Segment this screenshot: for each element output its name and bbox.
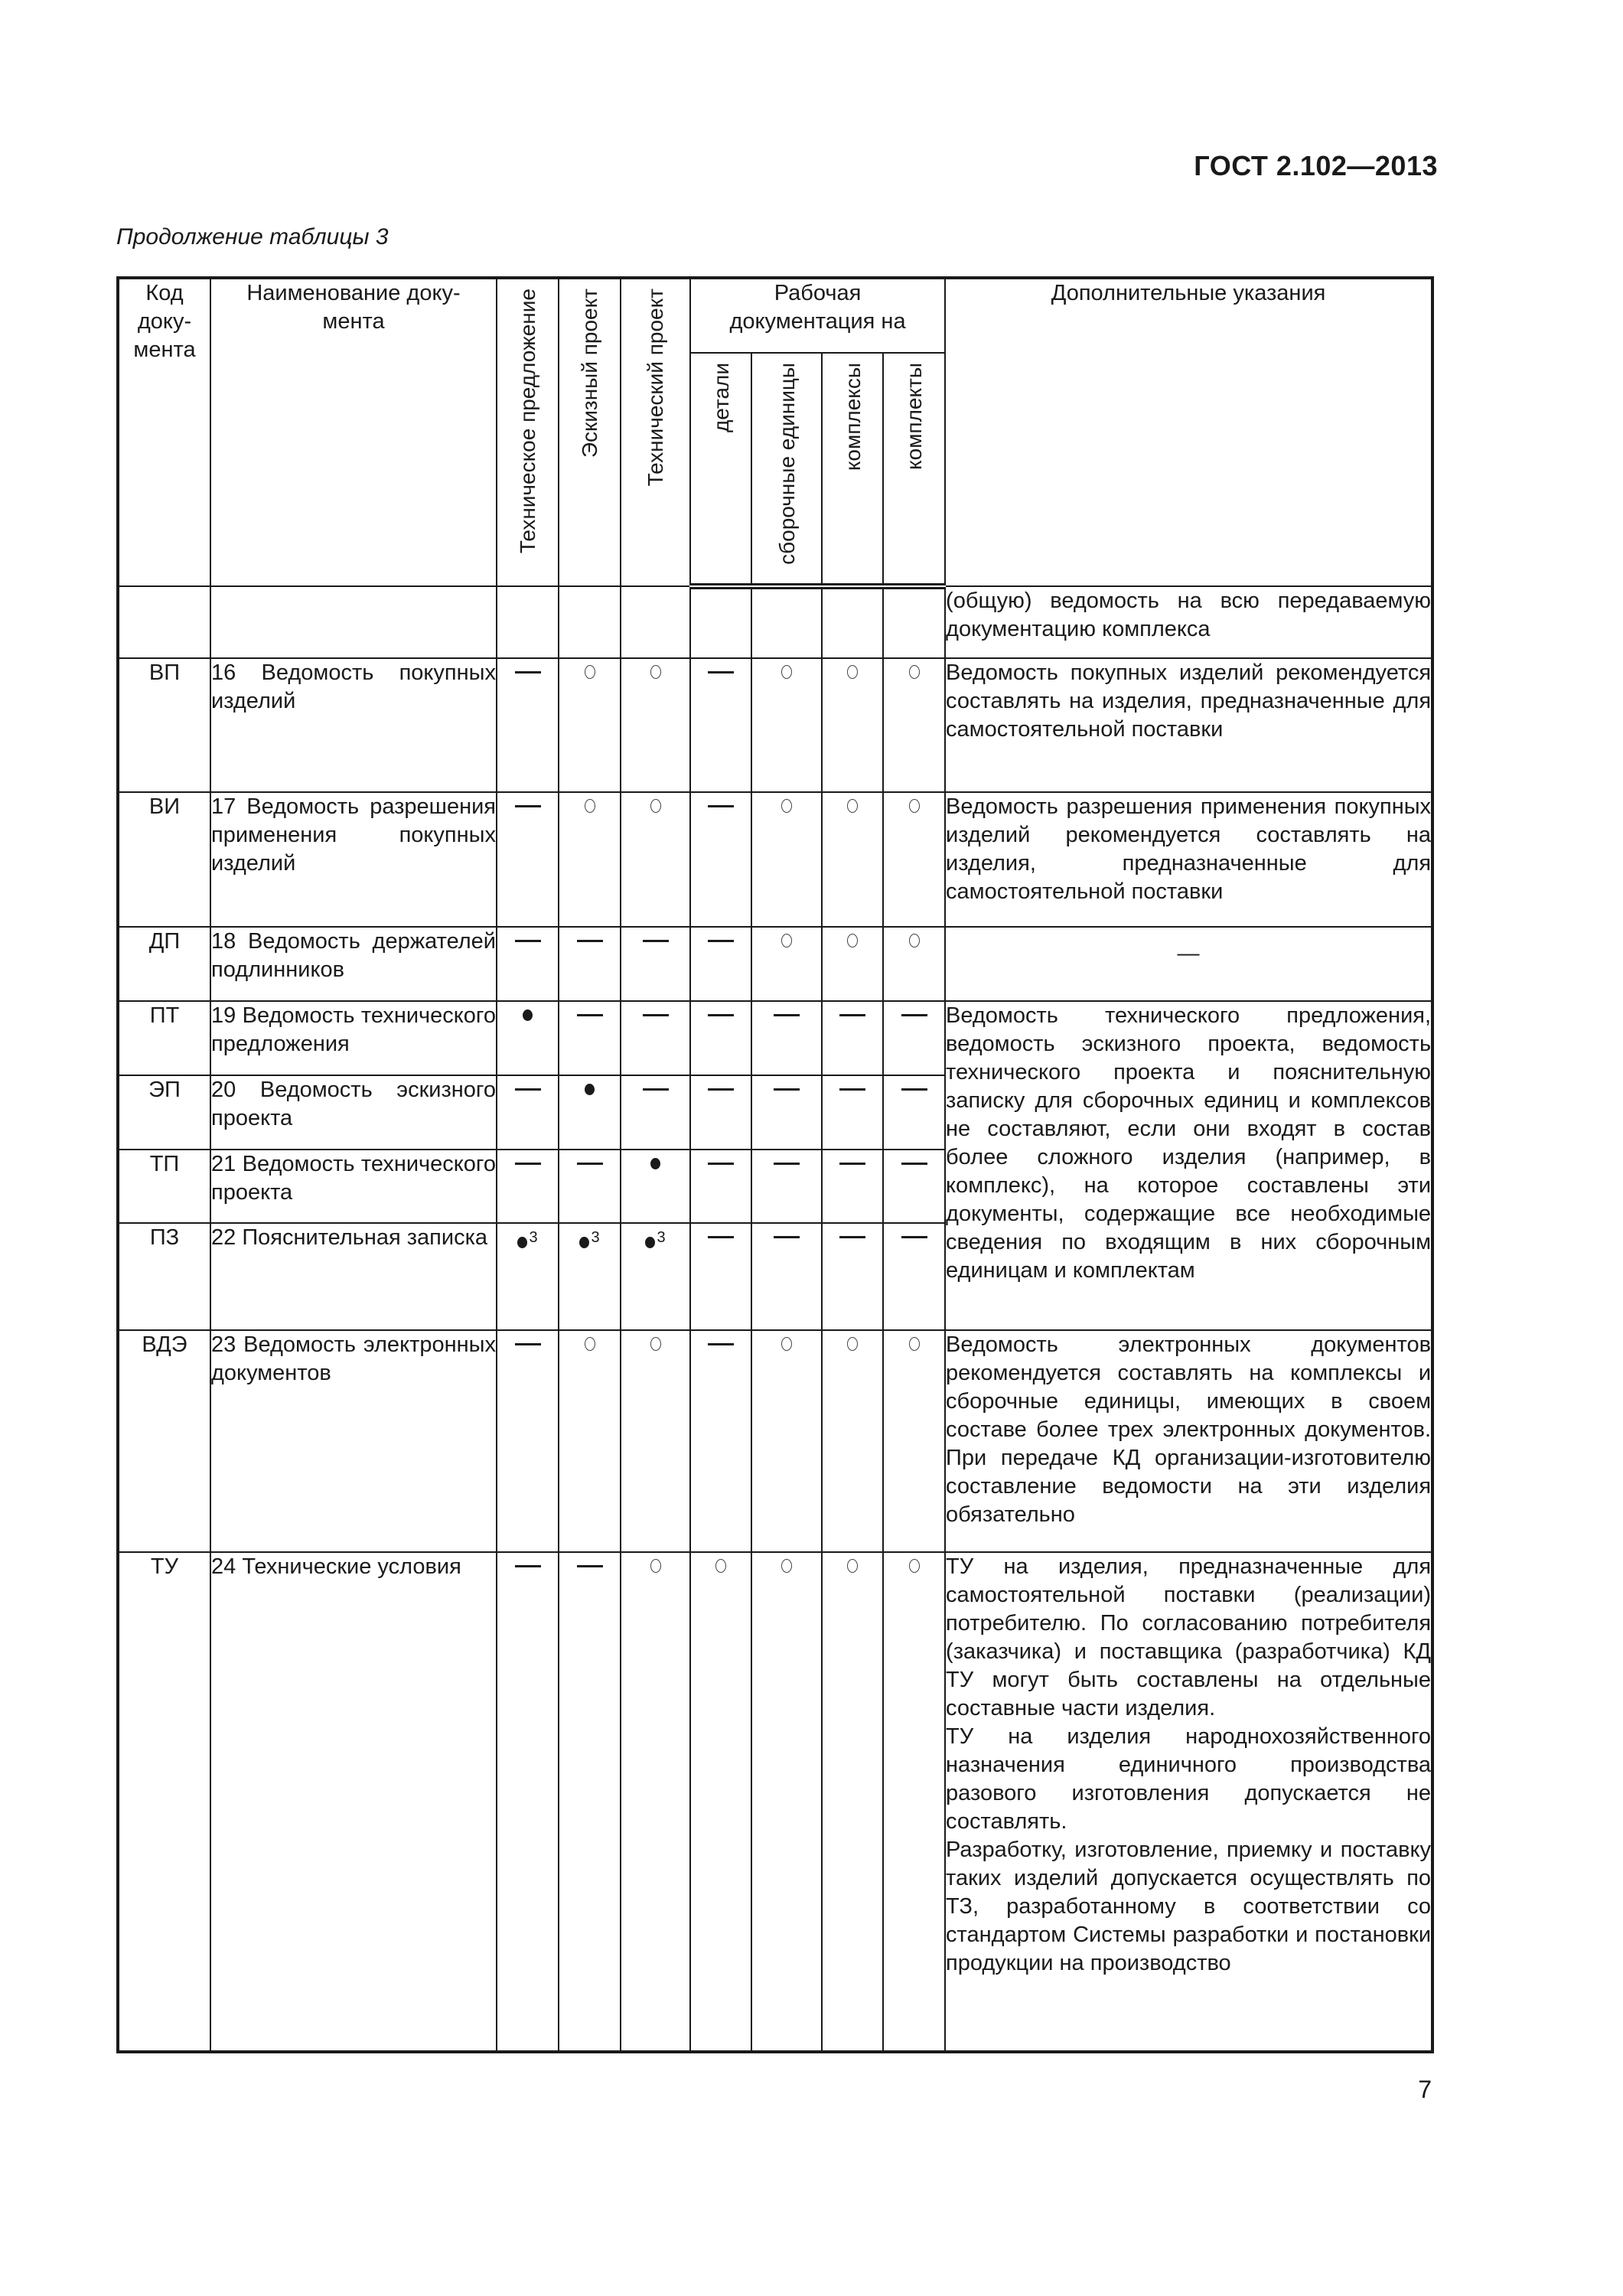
dash-icon xyxy=(774,1088,800,1091)
col-header-complexes-label: комплексы xyxy=(840,363,865,471)
col-header-notes xyxy=(945,278,1432,586)
mark-assembly-units xyxy=(751,1330,822,1552)
circle-icon xyxy=(909,1559,920,1573)
circle-icon xyxy=(585,1337,595,1351)
dash-icon xyxy=(708,1163,734,1165)
filled-dot-icon xyxy=(645,1237,655,1248)
mark-tech-project xyxy=(621,927,690,1001)
mark-kits xyxy=(883,1150,945,1223)
table-row xyxy=(118,1552,1432,2052)
mark-tech-proposal xyxy=(497,927,559,1001)
mark-tech-project xyxy=(621,658,690,792)
circle-icon xyxy=(650,1559,661,1573)
mark-draft-project xyxy=(559,1330,621,1552)
mark-details xyxy=(690,1075,751,1150)
page-number: 7 xyxy=(1418,2076,1432,2103)
mark-kits xyxy=(883,1552,945,2052)
mark-complexes xyxy=(822,1075,883,1150)
dash-icon xyxy=(901,1163,927,1165)
dash-icon xyxy=(643,1014,669,1016)
mark-draft-project xyxy=(559,1075,621,1150)
mark-tech-proposal xyxy=(497,1330,559,1552)
col-header-details-label: детали xyxy=(709,363,733,433)
circle-icon xyxy=(781,799,792,813)
dash-icon xyxy=(839,1014,865,1016)
note-cell: Ведомость электронных документов рекомендуется составлять на комплексы и сборочные единицы, имеющих в своем составе более трех электронных документов. При передаче КД организации-изготовителю составление ведомости на эти изделия обязательно xyxy=(945,1330,1432,1552)
standard-designation: ГОСТ 2.102—2013 xyxy=(1194,150,1438,181)
doc-name: 24 Технические условия xyxy=(210,1552,497,2052)
mark-complexes xyxy=(822,927,883,1001)
doc-code: ПЗ xyxy=(118,1223,210,1330)
circle-icon xyxy=(781,665,792,679)
mark-tech-project xyxy=(621,1223,690,1330)
mark-details xyxy=(690,792,751,927)
mark-complexes xyxy=(822,792,883,927)
col-header-assembly-units-label: сборочные единицы xyxy=(774,363,799,565)
dash-icon xyxy=(643,940,669,942)
col-header-tech-proposal-label: Техническое предложение xyxy=(516,289,539,554)
mark-tech-proposal xyxy=(497,1223,559,1330)
circle-icon xyxy=(650,799,661,813)
col-header-code xyxy=(118,278,210,586)
col-header-tech-project-label: Технический проект xyxy=(644,289,667,487)
mark-draft-project xyxy=(559,1552,621,2052)
dash-icon xyxy=(708,940,734,942)
circle-icon xyxy=(847,934,858,947)
mark-kits xyxy=(883,1075,945,1150)
doc-code: ЭП xyxy=(118,1075,210,1150)
circle-icon xyxy=(781,1559,792,1573)
dash-icon xyxy=(839,1088,865,1091)
mark-details xyxy=(690,927,751,1001)
cell-empty xyxy=(751,586,822,658)
note-cell: Ведомость разрешения применения покупных изделий рекомендуется составлять на изделия, предназначенные для самостоятельной поставки xyxy=(945,792,1432,927)
cell-empty xyxy=(883,586,945,658)
mark-details xyxy=(690,1223,751,1330)
doc-code: ТП xyxy=(118,1150,210,1223)
dash-icon xyxy=(515,671,541,673)
circle-icon xyxy=(585,665,595,679)
filled-dot-icon xyxy=(579,1237,589,1248)
table-row xyxy=(118,792,1432,927)
col-header-draft-project-label: Эскизный проект xyxy=(578,289,601,458)
mark-tech-proposal xyxy=(497,658,559,792)
mark-details xyxy=(690,658,751,792)
note-cell: — xyxy=(945,927,1432,1001)
dash-icon xyxy=(577,940,603,942)
mark-tech-proposal xyxy=(497,1001,559,1075)
circle-icon xyxy=(847,799,858,813)
cell-empty xyxy=(822,586,883,658)
doc-code: ПТ xyxy=(118,1001,210,1075)
cell-empty xyxy=(690,586,751,658)
note-paragraph: Разработку, изготовление, приемку и поставку таких изделий допускается осуществлять по ТЗ, разработанному в соответствии со стандартом Системы разработки и постановки продукции на производство xyxy=(946,1838,1432,1975)
mark-tech-proposal xyxy=(497,1075,559,1150)
dash-icon xyxy=(901,1236,927,1238)
doc-name: 16 Ведомость покупных изделий xyxy=(210,658,497,792)
mark-complexes xyxy=(822,1001,883,1075)
table-row xyxy=(118,927,1432,1001)
col-header-assembly-units xyxy=(751,353,822,586)
footnote-ref: 3 xyxy=(529,1229,538,1246)
col-header-working-docs xyxy=(690,278,945,353)
circle-icon xyxy=(781,934,792,947)
mark-kits xyxy=(883,658,945,792)
mark-draft-project xyxy=(559,658,621,792)
cell-empty xyxy=(118,586,210,658)
mark-assembly-units xyxy=(751,1223,822,1330)
mark-kits xyxy=(883,1223,945,1330)
mark-assembly-units xyxy=(751,658,822,792)
note-cell: Ведомость покупных изделий рекомендуется составлять на изделия, предназначенные для самостоятельной поставки xyxy=(945,658,1432,792)
mark-draft-project xyxy=(559,1001,621,1075)
dash-icon xyxy=(839,1236,865,1238)
cell-empty xyxy=(210,586,497,658)
dash-icon xyxy=(577,1565,603,1567)
mark-details xyxy=(690,1552,751,2052)
circle-icon xyxy=(585,799,595,813)
mark-kits xyxy=(883,792,945,927)
col-header-kits xyxy=(883,353,945,586)
mark-assembly-units xyxy=(751,1001,822,1075)
mark-kits xyxy=(883,1330,945,1552)
mark-draft-project xyxy=(559,927,621,1001)
mark-tech-project xyxy=(621,1150,690,1223)
col-header-kits-label: комплекты xyxy=(902,363,927,470)
table-row xyxy=(118,1330,1432,1552)
mark-kits xyxy=(883,1001,945,1075)
col-header-notes-label: Дополнительные указания xyxy=(1051,281,1326,305)
mark-tech-project xyxy=(621,792,690,927)
mark-kits xyxy=(883,927,945,1001)
mark-tech-project xyxy=(621,1552,690,2052)
mark-complexes xyxy=(822,658,883,792)
col-header-name-label: Наименование доку-мента xyxy=(246,281,461,334)
circle-icon xyxy=(847,1559,858,1573)
mark-complexes xyxy=(822,1330,883,1552)
table-row xyxy=(118,658,1432,792)
col-header-complexes xyxy=(822,353,883,586)
note-cell: (общую) ведомость на всю передаваемую документацию комплекса xyxy=(945,586,1432,658)
col-header-name xyxy=(210,278,497,586)
filled-dot-icon xyxy=(585,1084,595,1095)
filled-dot-icon xyxy=(523,1009,533,1021)
mark-tech-proposal xyxy=(497,1552,559,2052)
footnote-ref: 3 xyxy=(591,1229,600,1246)
doc-name: 19 Ведомость технического предложения xyxy=(210,1001,497,1075)
mark-assembly-units xyxy=(751,1150,822,1223)
cell-empty xyxy=(559,586,621,658)
col-header-code-label: Код доку-мента xyxy=(133,281,196,362)
dash-icon xyxy=(577,1163,603,1165)
circle-icon xyxy=(715,1559,726,1573)
dash-icon xyxy=(774,1236,800,1238)
mark-tech-proposal xyxy=(497,1150,559,1223)
footnote-ref: 3 xyxy=(657,1229,666,1246)
mark-tech-proposal xyxy=(497,792,559,927)
mark-assembly-units xyxy=(751,1552,822,2052)
filled-dot-icon xyxy=(650,1158,660,1169)
dash-icon xyxy=(515,1343,541,1345)
mark-tech-project xyxy=(621,1075,690,1150)
doc-code: ДП xyxy=(118,927,210,1001)
dash-icon xyxy=(515,1565,541,1567)
note-paragraph: ТУ на изделия народнохозяйственного назначения единичного производства разового изготовления допускается не составлять. xyxy=(946,1724,1432,1834)
mark-complexes xyxy=(822,1150,883,1223)
dash-icon xyxy=(774,1163,800,1165)
dash-icon xyxy=(839,1163,865,1165)
doc-name: 20 Ведомость эскизного проекта xyxy=(210,1075,497,1150)
dash-icon xyxy=(515,1163,541,1165)
dash-icon xyxy=(901,1088,927,1091)
doc-name: 22 Пояснительная записка xyxy=(210,1223,497,1330)
mark-details xyxy=(690,1001,751,1075)
mark-draft-project xyxy=(559,1150,621,1223)
dash-icon xyxy=(643,1088,669,1091)
doc-code: ВДЭ xyxy=(118,1330,210,1552)
circle-icon xyxy=(650,665,661,679)
col-header-working-docs-label: Рабочая документация на xyxy=(729,281,906,334)
circle-icon xyxy=(781,1337,792,1351)
mark-complexes xyxy=(822,1223,883,1330)
dash-icon xyxy=(708,1236,734,1238)
circle-icon xyxy=(847,1337,858,1351)
note-cell-shared: Ведомость технического предложения, ведомость эскизного проекта, ведомость технического проекта и пояснительную записку для сборочных единиц и комплексов не составляют, если они входят в состав более сложного изделия (например, в комплекс), на которое составлены эти документы, содержащие все необходимые сведения по входящим в них сборочным единицам и комплектам xyxy=(945,1001,1432,1330)
doc-name: 21 Ведомость технического проекта xyxy=(210,1150,497,1223)
col-header-details xyxy=(690,353,751,586)
mark-tech-project xyxy=(621,1001,690,1075)
mark-details xyxy=(690,1330,751,1552)
cell-empty xyxy=(621,586,690,658)
table-caption: Продолжение таблицы 3 xyxy=(116,224,389,249)
circle-icon xyxy=(909,934,920,947)
mark-details xyxy=(690,1150,751,1223)
doc-name: 17 Ведомость разрешения применения покупных изделий xyxy=(210,792,497,927)
doc-code: ВП xyxy=(118,658,210,792)
mark-assembly-units xyxy=(751,1075,822,1150)
doc-name: 18 Ведомость держателей подлинников xyxy=(210,927,497,1001)
dash-icon xyxy=(774,1014,800,1016)
doc-name: 23 Ведомость электронных документов xyxy=(210,1330,497,1552)
doc-code: ВИ xyxy=(118,792,210,927)
circle-icon xyxy=(909,799,920,813)
dash-icon xyxy=(577,1014,603,1016)
dash-icon xyxy=(708,1343,734,1345)
circle-icon xyxy=(847,665,858,679)
mark-assembly-units xyxy=(751,927,822,1001)
note-paragraph: ТУ на изделия, предназначенные для самостоятельной поставки (реализации) потребителю. По согласованию потребителя (заказчика) и поставщика (разработчика) КД ТУ могут быть составлены на отдельные составные части изделия. xyxy=(946,1554,1432,1720)
table-row xyxy=(118,1001,1432,1075)
circle-icon xyxy=(650,1337,661,1351)
dash-icon xyxy=(708,805,734,807)
table-row-continuation xyxy=(118,586,1432,658)
mark-draft-project xyxy=(559,792,621,927)
dash-icon xyxy=(708,671,734,673)
circle-icon xyxy=(909,1337,920,1351)
documents-table xyxy=(116,276,1434,2053)
col-header-draft-project xyxy=(559,278,621,586)
mark-complexes xyxy=(822,1552,883,2052)
circle-icon xyxy=(909,665,920,679)
dash-icon xyxy=(708,1088,734,1091)
dash-icon xyxy=(708,1014,734,1016)
note-cell xyxy=(945,1552,1432,2052)
filled-dot-icon xyxy=(517,1237,527,1248)
doc-code: ТУ xyxy=(118,1552,210,2052)
mark-assembly-units xyxy=(751,792,822,927)
col-header-tech-proposal xyxy=(497,278,559,586)
dash-icon xyxy=(515,1088,541,1091)
dash-icon xyxy=(515,940,541,942)
dash-icon xyxy=(901,1014,927,1016)
cell-empty xyxy=(497,586,559,658)
mark-draft-project xyxy=(559,1223,621,1330)
dash-icon xyxy=(515,805,541,807)
mark-tech-project xyxy=(621,1330,690,1552)
col-header-tech-project xyxy=(621,278,690,586)
